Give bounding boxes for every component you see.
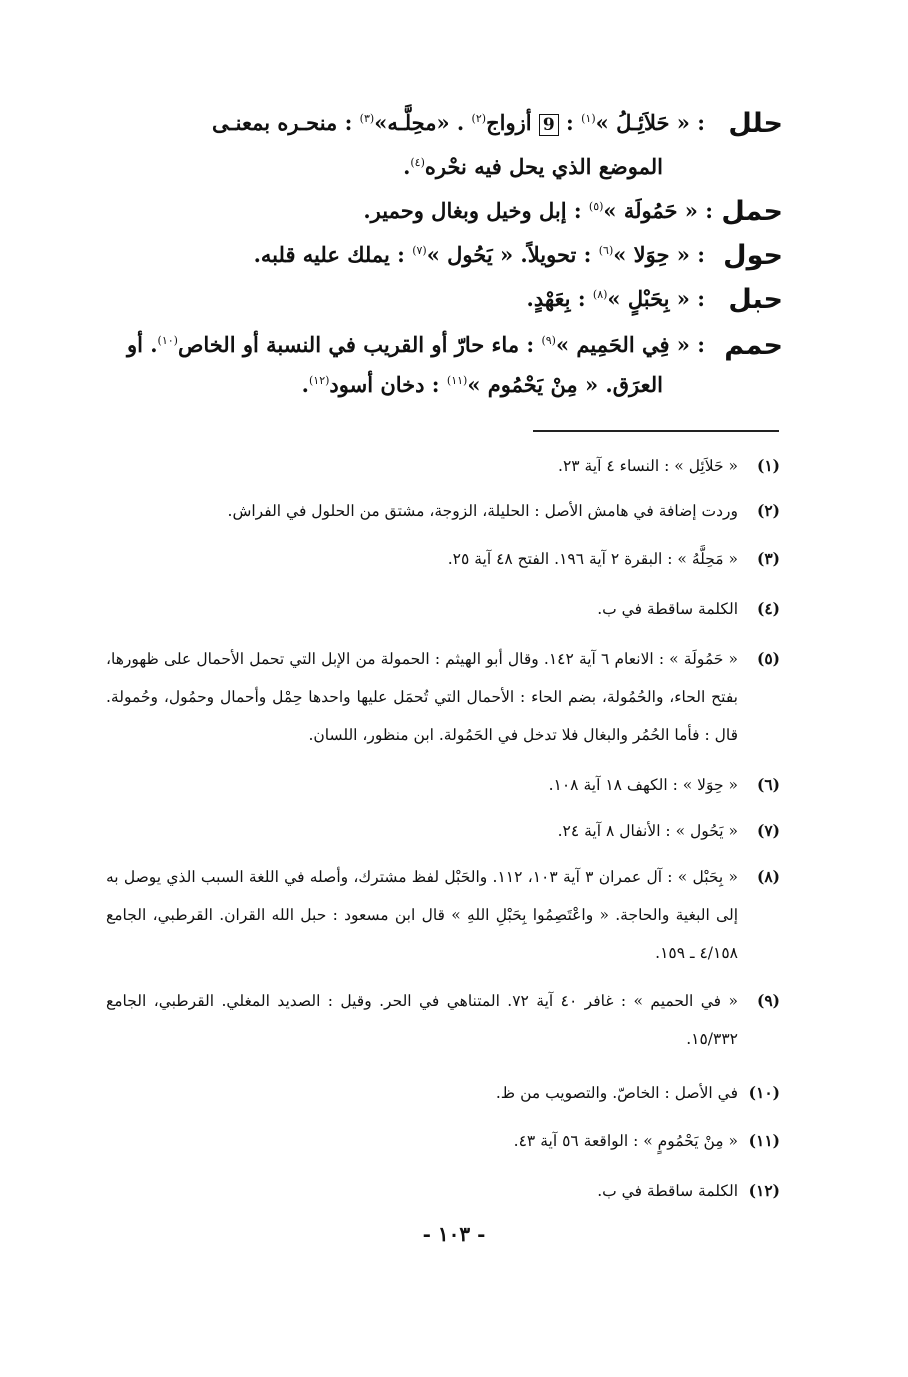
footnote (106, 858, 780, 978)
entry-text: : يملك عليه قلبه. (253, 242, 405, 267)
footnote (112, 447, 780, 485)
entry-text: : « بِحَبْلٍ » (607, 286, 705, 311)
entry-text: العرَق. « مِنْ يَحْمُوم » (467, 372, 663, 397)
footnote-number: (١٠) (748, 1083, 780, 1102)
page-number: - ١٠٣ - (422, 1222, 486, 1246)
entry-text: . «محِلَّـه» (374, 110, 465, 135)
footnote-text: الكلمة ساقطة في ب. (597, 600, 738, 618)
footnote (112, 492, 780, 530)
footnote-number: (١١) (748, 1131, 780, 1150)
entry-line (403, 154, 663, 179)
footnote-ref: (٥) (588, 200, 604, 213)
footnote-ref: (٣) (359, 112, 375, 125)
footnote-separator (533, 430, 779, 432)
footnote-text: وردت إضافة في هامش الأصل : الحليلة، الزوجة، مشتق من الحلول في الفراش. (227, 502, 738, 520)
entry-line (527, 286, 705, 311)
entry-text: : ماء حارّ أو القريب في النسبة أو الخاص (177, 332, 535, 357)
footnote (112, 1122, 780, 1160)
entry-text: . أو (126, 332, 158, 357)
entry-line (254, 242, 705, 267)
footnote-text: الكلمة ساقطة في ب. (597, 1182, 738, 1200)
entry-text: : منحـره بمعنـى (211, 110, 353, 135)
entry-line (212, 110, 705, 136)
entry-text: : « حِوَلا » (613, 242, 705, 267)
entry-hll (108, 108, 783, 188)
entry-text: : « حَلاَئِـلُ » (595, 110, 705, 135)
footnote (112, 1172, 780, 1210)
footnote-ref: (٢) (471, 112, 487, 125)
footnote (112, 590, 780, 628)
entry-line (302, 372, 663, 397)
entry-text: : تحويلاً. « يَحُول » (426, 242, 592, 267)
entry-text: : بِعَهْدٍ. (526, 286, 586, 311)
entry-headword: حلل (728, 108, 783, 139)
footnote-number: (٨) (756, 867, 780, 886)
footnote-number: (٧) (756, 821, 780, 840)
entry-text: الموضع الذي يحل فيه نحْره (424, 154, 663, 179)
footnote-number: (٦) (756, 775, 780, 794)
verse-box: 9 (539, 114, 559, 136)
footnote-ref: (١١) (446, 374, 468, 387)
entry-text: : (558, 110, 574, 135)
footnote-text: « حَلاَئِل » : النساء ٤ آية ٢٣. (558, 457, 738, 475)
footnote-text: « مَحِلَّهُ » : البقرة ٢ آية ١٩٦. الفتح ٤٨ آية ٢٥. (447, 550, 738, 568)
footnote (112, 540, 780, 578)
entry-text: . (403, 154, 411, 179)
entry-text: : « فِي الحَمِيم » (555, 332, 705, 357)
footnote-text: « في الحميم » : غافر ٤٠ آية ٧٢. المتناهي في الحر. وقيل : الصديد المغلي. القرطبي، الجامع ١٥/٣٣٢. (106, 992, 738, 1048)
entry-headword: حمم (724, 330, 783, 361)
entry-hbl (108, 284, 783, 324)
entry-text: : « حَمُولَة » (603, 198, 713, 223)
footnote (106, 982, 780, 1062)
footnote-ref: (٤) (410, 156, 425, 169)
footnote-ref: (٨) (592, 288, 608, 301)
footnote-ref: (١٢) (308, 374, 330, 387)
entry-text: : دخان أسود (329, 372, 440, 397)
footnote (112, 812, 780, 850)
entry-hml (108, 196, 783, 236)
entry-text: . (301, 372, 309, 397)
footnote (112, 1074, 780, 1112)
footnote-number: (٥) (756, 649, 780, 668)
entry-hwl (108, 240, 783, 280)
entry-text: : إبل وخيل وبغال وحمير. (363, 198, 582, 223)
footnote-number: (٣) (756, 549, 780, 568)
footnote-text: « حِوَلا » : الكهف ١٨ آية ١٠٨. (548, 776, 738, 794)
entry-headword: حبل (728, 284, 783, 315)
entry-line (127, 332, 705, 357)
entry-headword: حمل (721, 196, 783, 227)
footnote-ref: (٦) (598, 244, 614, 257)
footnote-text: « حَمُولَة » : الانعام ٦ آية ١٤٢. وقال أبو الهيثم : الحمولة من الإبل التي تحمل الأحمال على ظهورها، بفتح الحاء، والحُمُولة، بضم الحاء : الأحمال التي تُحمَل عليها واحدها حِمْل وأحمال وحمُول، وحُمولة. قال : فأما الحُمُر والبغال فلا تدخل في الحَمُولة. ابن منظور، اللسان. (106, 650, 738, 744)
footnote-ref: (٩) (541, 334, 556, 347)
footnote-ref: (١٠) (157, 334, 178, 347)
footnote-text: في الأصل : الخاصّ. والتصويب من ظ. (495, 1084, 738, 1102)
footnote (106, 640, 780, 760)
footnote-ref: (١) (581, 112, 596, 125)
footnote (112, 766, 780, 804)
entry-hmm (108, 330, 783, 410)
footnote-text: « بِحَبْل » : آل عمران ٣ آية ١٠٣، ١١٢. والحَبْل لفظ مشترك، وأصله في اللغة السبب الذي يوصل به إلى البغية والحاجة. « واعْتَصِمُوا بِحَبْلِ اللهِ » قال ابن مسعود : حبل الله القران. القرطبي، الجامع ٤/١٥٨ ـ ١٥٩. (106, 868, 738, 962)
footnote-number: (٢) (756, 501, 780, 520)
footnote-ref: (٧) (412, 244, 427, 257)
footnote-text: « مِنْ يَحْمُومٍ » : الواقعة ٥٦ آية ٤٣. (513, 1132, 738, 1150)
footnote-text: « يَحُول » : الأنفال ٨ آية ٢٤. (557, 822, 738, 840)
footnote-number: (٩) (756, 991, 780, 1010)
footnote-number: (١) (756, 456, 780, 475)
entry-line (363, 198, 713, 223)
entry-text: أزواج (486, 110, 532, 135)
entry-headword: حول (723, 240, 783, 271)
footnote-number: (١٢) (748, 1181, 780, 1200)
footnote-number: (٤) (756, 599, 780, 618)
